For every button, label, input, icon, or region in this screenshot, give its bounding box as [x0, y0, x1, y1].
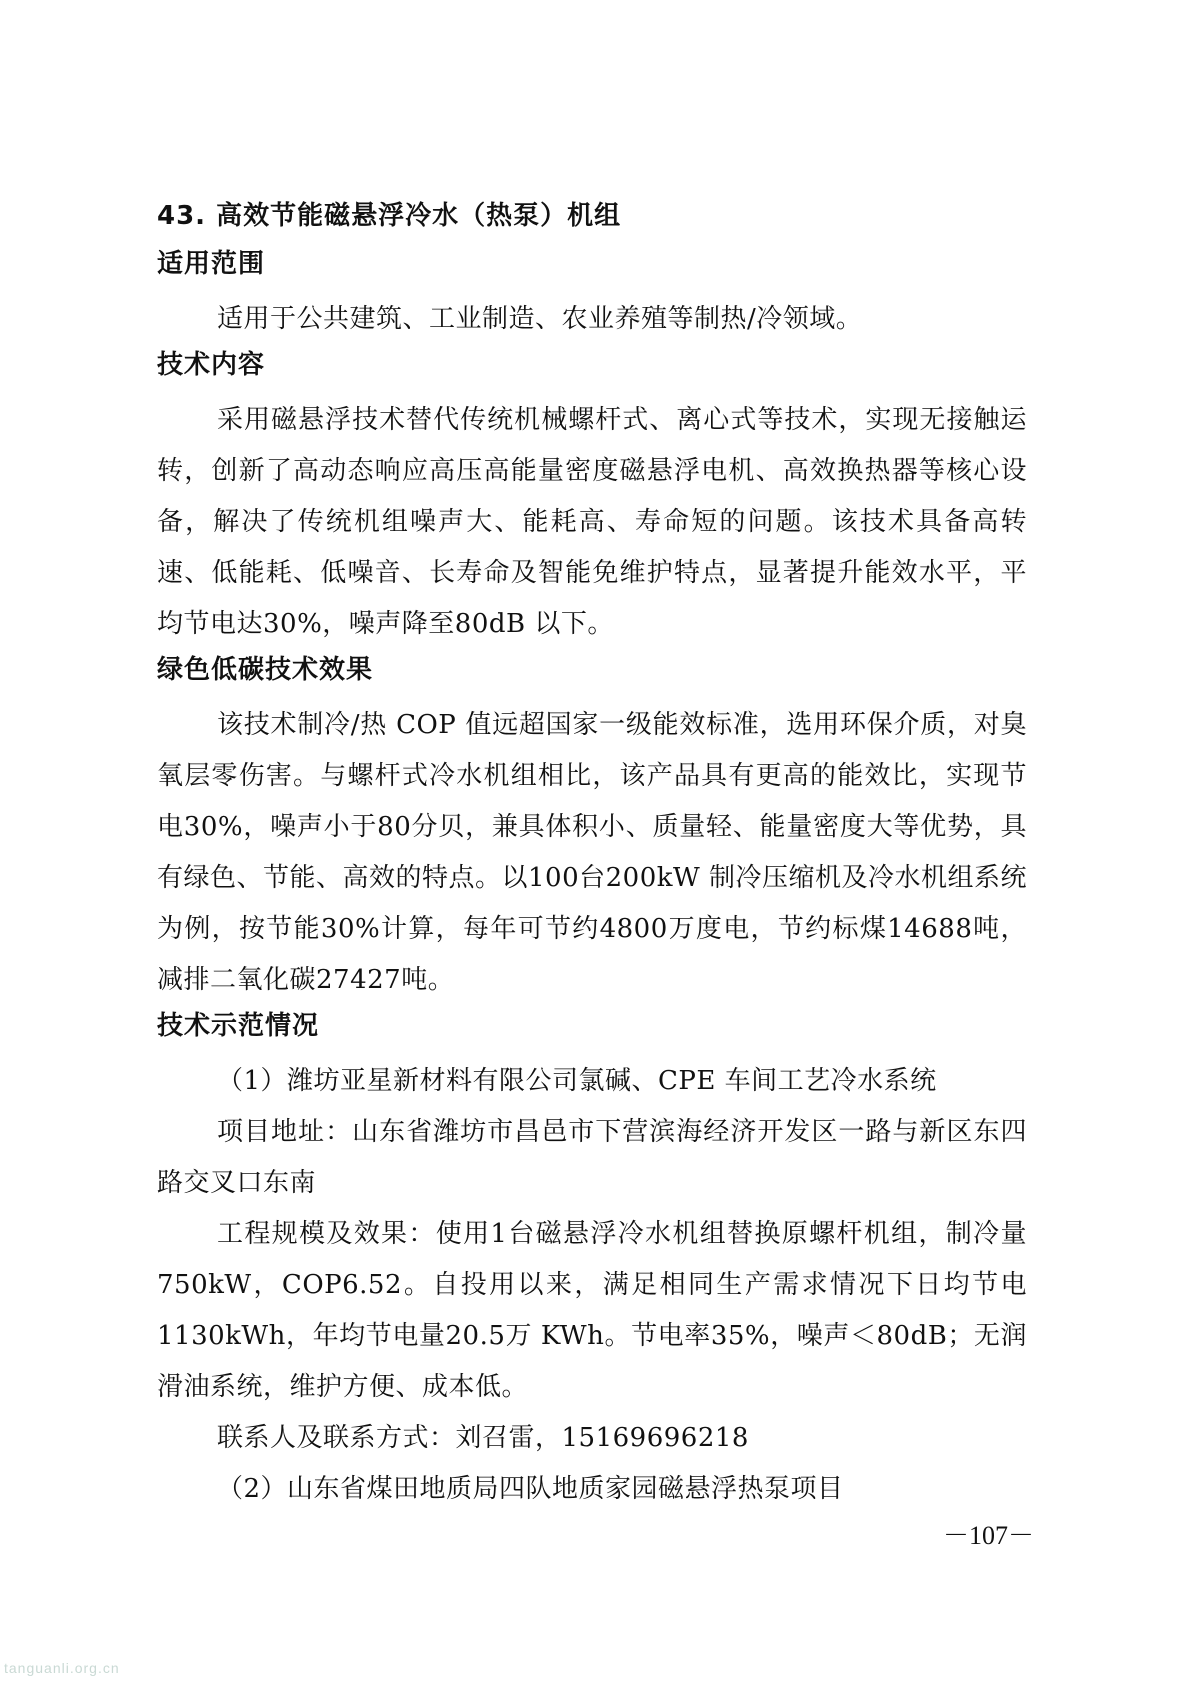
watermark: tanguanli.org.cn	[4, 1660, 120, 1676]
page-number: －107－	[943, 1521, 1035, 1550]
heading-scope: 适用范围	[157, 249, 266, 279]
case-2-title: （2）山东省煤田地质局四队地质家园磁悬浮热泵项目	[217, 1474, 844, 1504]
heading-demonstration-cases: 技术示范情况	[157, 1011, 320, 1041]
case-1-scale-and-effect: 工程规模及效果：使用1台磁悬浮冷水机组替换原螺杆机组，制冷量750kW，COP6.52。自投用以来，满足相同生产需求情况下日均节电1130kWh，年均节电量20.5万 KWh。节电率35%，噪声＜80dB；无润滑油系统，维护方便、成本低。	[157, 1219, 1027, 1402]
low-carbon-effect-paragraph: 该技术制冷/热 COP 值远超国家一级能效标准，选用环保介质，对臭氧层零伤害。与螺杆式冷水机组相比，该产品具有更高的能效比，实现节电30%，噪声小于80分贝，兼具体积小、质量轻、能量密度大等优势，具有绿色、节能、高效的特点。以100台200kW 制冷压缩机及冷水机组系统为例，按节能30%计算，每年可节约4800万度电，节约标煤14688吨，减排二氧化碳27427吨。	[157, 710, 1027, 995]
page-content	[157, 198, 1027, 1515]
document-title: 43. 高效节能磁悬浮冷水（热泵）机组	[157, 201, 622, 231]
case-1-contact: 联系人及联系方式：刘召雷，15169696218	[217, 1423, 749, 1453]
technical-content-paragraph: 采用磁悬浮技术替代传统机械螺杆式、离心式等技术，实现无接触运转，创新了高动态响应高压高能量密度磁悬浮电机、高效换热器等核心设备，解决了传统机组噪声大、能耗高、寿命短的问题。该技术具备高转速、低能耗、低噪音、长寿命及智能免维护特点，显著提升能效水平，平均节电达30%，噪声降至80dB 以下。	[157, 405, 1027, 639]
scope-paragraph: 适用于公共建筑、工业制造、农业养殖等制热/冷领域。	[217, 304, 863, 334]
case-1-title: （1）潍坊亚星新材料有限公司氯碱、CPE 车间工艺冷水系统	[217, 1066, 937, 1096]
heading-technical-content: 技术内容	[157, 350, 266, 380]
heading-low-carbon-effect: 绿色低碳技术效果	[157, 655, 374, 685]
case-1-address: 项目地址：山东省潍坊市昌邑市下营滨海经济开发区一路与新区东四路交叉口东南	[157, 1117, 1027, 1198]
